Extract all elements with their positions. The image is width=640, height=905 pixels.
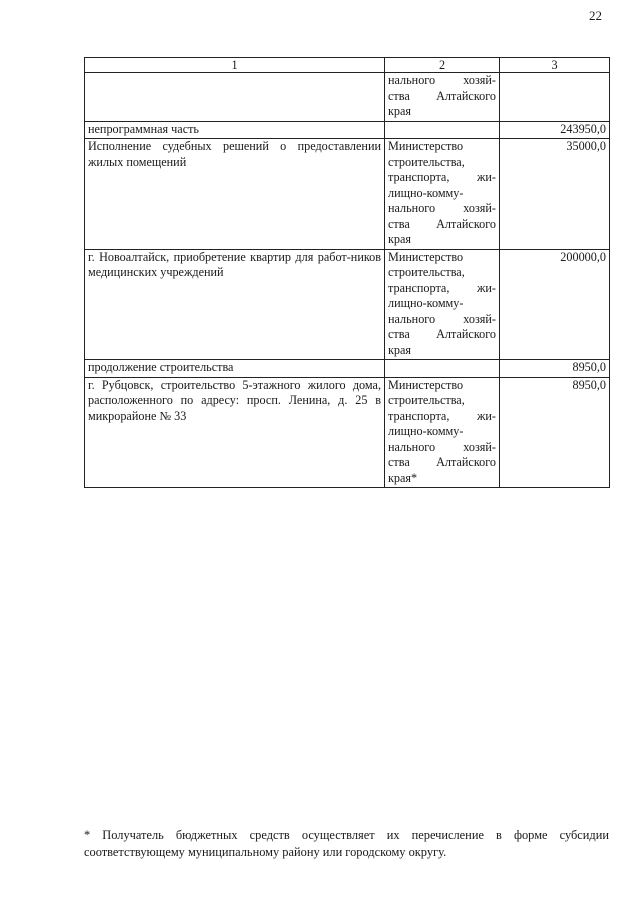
table-body (85, 73, 610, 488)
amount-cell: 35000,0 (500, 139, 610, 250)
recipient-line: края (388, 342, 412, 357)
recipient-line: строительства, (388, 154, 465, 169)
item-name-cell: г. Новоалтайск, приобретение квартир для работ-ников медицинских учреждений (85, 249, 385, 360)
page-number: 22 (589, 8, 602, 23)
recipient-line: ства Алтайского (388, 327, 496, 341)
recipient-cell (385, 377, 500, 488)
recipient-line: нального хозяй- (388, 311, 496, 326)
item-name-cell: непрограммная часть (85, 121, 385, 139)
recipient-line: строительства, (388, 265, 465, 279)
recipient-line: нального хозяй- (388, 439, 496, 454)
amount-cell: 243950,0 (500, 121, 610, 139)
recipient-line: Министерство (388, 249, 464, 264)
recipient-line: края (388, 232, 412, 246)
amount-cell: 8950,0 (500, 360, 610, 378)
recipient-line: края (388, 104, 412, 118)
recipient-cell (385, 249, 500, 360)
recipient-line: лищно-комму- (388, 424, 464, 438)
item-name-cell: продолжение строительства (85, 360, 385, 378)
recipient-line: транспорта, жи- (388, 170, 496, 184)
recipient-line: Министерство (388, 139, 464, 153)
table-row (85, 139, 610, 250)
column-header: 1 (85, 58, 385, 73)
recipient-line: Министерство (388, 377, 464, 392)
item-name-cell (85, 73, 385, 122)
budget-table (84, 57, 610, 488)
recipient-line: лищно-комму- (388, 185, 464, 200)
item-name-cell: г. Рубцовск, строительство 5-этажного жилого дома, расположенного по адресу: просп. Ленина, д. 25 в микрорайоне № 33 (85, 377, 385, 488)
recipient-line: ства Алтайского (388, 216, 496, 231)
amount-cell (500, 73, 610, 122)
footnote: * Получатель бюджетных средств осуществляет их перечисление в форме субсидии соответствующему муниципальному району или городскому округу. (84, 828, 609, 859)
recipient-cell (385, 121, 500, 139)
recipient-line: ства Алтайского (388, 88, 496, 103)
recipient-line: транспорта, жи- (388, 280, 496, 295)
table-header-row (85, 58, 610, 73)
amount-cell: 200000,0 (500, 249, 610, 360)
table-row (85, 121, 610, 139)
recipient-line: ства Алтайского (388, 455, 496, 469)
recipient-cell (385, 360, 500, 378)
column-header: 2 (385, 58, 500, 73)
table-row (85, 249, 610, 360)
table-row (85, 360, 610, 378)
recipient-line: лищно-комму- (388, 296, 464, 310)
amount-cell: 8950,0 (500, 377, 610, 488)
column-header: 3 (500, 58, 610, 73)
recipient-line: строительства, (388, 393, 465, 407)
recipient-line: нального хозяй- (388, 201, 496, 215)
recipient-line: нального хозяй- (388, 73, 496, 87)
recipient-line: края* (388, 470, 418, 485)
recipient-cell (385, 73, 500, 122)
table-row (85, 73, 610, 122)
recipient-line: транспорта, жи- (388, 408, 496, 423)
table-row (85, 377, 610, 488)
item-name-cell: Исполнение судебных решений о предоставлении жилых помещений (85, 139, 385, 250)
recipient-cell (385, 139, 500, 250)
